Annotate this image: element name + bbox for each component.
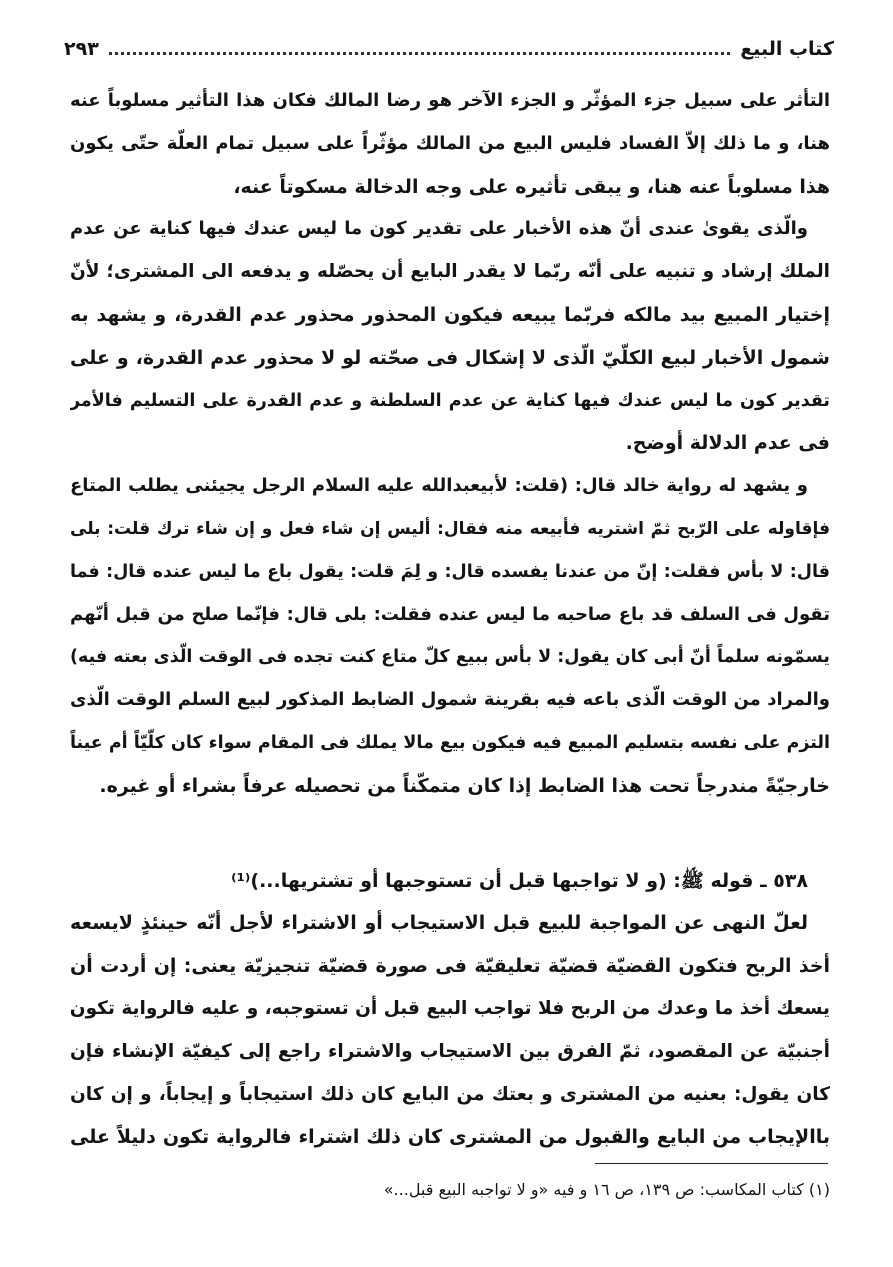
text-line: التزم على نفسه بتسليم المبيع فيه فيكون بيع مالا يملك فى المقام سواء كان كلّيّاً أم عيناً [70, 732, 830, 753]
text-line: باالإيجاب من البايع والقبول من المشترى كان ذلك اشتراء فالرواية تكون دليلاً على [70, 1126, 830, 1149]
text-line: التأثر على سبيل جزء المؤثّر و الجزء الآخر هو رضا المالك فكان هذا التأثير مسلوباً عنه [70, 90, 830, 111]
text-line: تقول فى السلف قد باع صاحبه ما ليس عنده فقلت: بلى قال: فإنّما صلح من قبل أنّهم [70, 603, 830, 625]
header-dot-leader [109, 52, 730, 55]
text-line: الملك إرشاد و تنبيه على أنّه ربّما لا يقدر البايع أن يحصّله و يدفعه الى المشترى؛ لأنّ [70, 261, 830, 283]
text-line: شمول الأخبار لبيع الكلّيّ الّذى لا إشكال فى صحّته لو لا محذور عدم القدرة، و على [70, 346, 830, 369]
text-line: هذا مسلوباً عنه هنا، و يبقى تأثيره على وجه الدخالة مسكوتاً عنه، [233, 175, 830, 198]
text-line: يسمّونه سلماً أنّ أبى كان يقول: لا بأس ببيع كلّ متاع كنت تجده فى الوقت الّذى بعته فيه) [70, 647, 830, 668]
section-heading: ٥٣٨ ـ قوله ﷺ: (و لا تواجبها قبل أن تستوجبها أو تشتريها...)⁽¹⁾ [231, 869, 808, 892]
page-number: ۲۹۳ [64, 38, 99, 60]
text-line: لعلّ النهى عن المواجبة للبيع قبل الاستيجاب أو الاشتراء لأجل أنّه حينئذٍ لايسعه [70, 912, 808, 935]
book-title: كتاب البيع [740, 38, 834, 60]
text-line: إختيار المبيع بيد مالكه فربّما يبيعه فيكون المحذور محذور عدم القدرة، و يشهد به [70, 303, 830, 326]
text-line: يسعك أخذ ما وعدك من الربح فلا تواجب البيع قبل أن تستوجبه، و عليه فالرواية تكون [70, 997, 830, 1019]
text-line: أجنبيّة عن المقصود، ثمّ الفرق بين الاستيجاب والاشتراء راجع إلى كيفيّة الإنشاء فإن [70, 1040, 830, 1062]
text-line: والّذى يقوىٰ عندى أنّ هذه الأخبار على تقدير كون ما ليس عندك فيها كناية عن عدم [70, 218, 808, 240]
text-line: و يشهد له رواية خالد قال: (قلت: لأبيعبدالله عليه السلام الرجل يجيئنى يطلب المتاع [70, 475, 808, 497]
footnote: (١) كتاب المكاسب: ص ١٣٩، ص ١٦ و فيه «و لا تواجبه البيع قبل...» [383, 1180, 830, 1199]
main-text [70, 80, 830, 1159]
text-line: خارجيّةً مندرجاً تحت هذا الضابط إذا كان متمكّناً من تحصيله عرفاً بشراء أو غيره. [99, 774, 830, 797]
running-header [64, 32, 834, 66]
text-line: قال: لا بأس فقلت: إنّ من عندنا يفسده قال: و لِمَ قلت: يقول باع ما ليس عنده قال: فما [70, 561, 830, 582]
text-line: تقدير كون ما ليس عندك فيها كناية عن عدم السلطنة و عدم القدرة على التسليم فالأمر [70, 390, 830, 411]
text-line: أخذ الربح فتكون القضيّة قضيّة تعليقيّة فى صورة قضيّة تنجيزيّة يعنى: إن أردت أن [70, 955, 830, 978]
text-line: كان يقول: بعنيه من المشترى و بعتك من البايع كان ذلك استيجاباً و إيجاباً، و إن كان [70, 1083, 830, 1105]
footnote-divider [595, 1163, 828, 1164]
text-line: فإقاوله على الرّبح ثمّ اشتريه فأبيعه منه فقال: أليس إن شاء فعل و إن شاء ترك قلت: بلى [70, 518, 830, 539]
text-line: فى عدم الدلالة أوضح. [625, 432, 830, 455]
section-gap [70, 808, 830, 860]
text-line: هنا، و ما ذلك إلاّ الفساد فليس البيع من المالك مؤثّراً على سبيل تمام العلّة حتّى يكون [70, 132, 830, 154]
text-line: والمراد من الوقت الّذى باعه فيه بقرينة شمول الضابط المذكور لبيع السلم الوقت الّذى [70, 689, 830, 711]
